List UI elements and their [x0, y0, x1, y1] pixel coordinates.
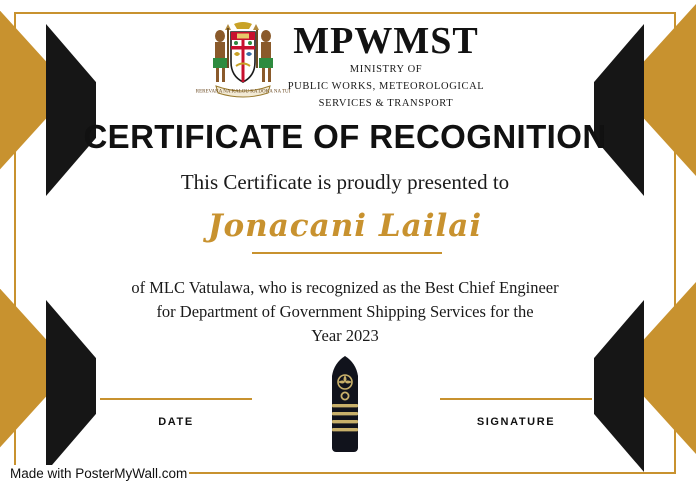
postermywall-watermark: Made with PosterMyWall.com [10, 466, 188, 481]
body-line-2: for Department of Government Shipping Services for the [156, 301, 534, 321]
organization-acronym: MPWMST [293, 20, 479, 62]
naval-epaulette-icon [318, 356, 372, 456]
body-line-3: Year 2023 [311, 325, 379, 345]
presented-to-line: This Certificate is proudly presented to [180, 170, 510, 194]
svg-text:REREVAKA NA KALOU KA DOKA NA T: REREVAKA NA KALOU KA DOKA NA TUI [195, 89, 290, 95]
signature-label: SIGNATURE [476, 416, 556, 428]
signature-line [440, 398, 592, 400]
organization-name-line3: SERVICES & TRANSPORT [318, 98, 454, 110]
organization-header [0, 20, 690, 112]
recipient-underline [252, 252, 442, 254]
organization-name-line1: MINISTRY OF [349, 64, 423, 75]
certificate-title: CERTIFICATE OF RECOGNITION [83, 118, 607, 155]
date-label: DATE [158, 416, 194, 428]
recipient-name: Jonacani Lailai [207, 208, 483, 244]
ministry-text-block [288, 20, 485, 112]
certificate-body-text [95, 276, 595, 348]
body-line-1: of MLC Vatulawa, who is recognized as the Best Chief Engineer [131, 278, 559, 297]
fiji-coat-of-arms-icon [195, 20, 290, 98]
organization-name-line2: PUBLIC WORKS, METEOROLOGICAL [287, 81, 485, 93]
date-line [100, 398, 252, 400]
